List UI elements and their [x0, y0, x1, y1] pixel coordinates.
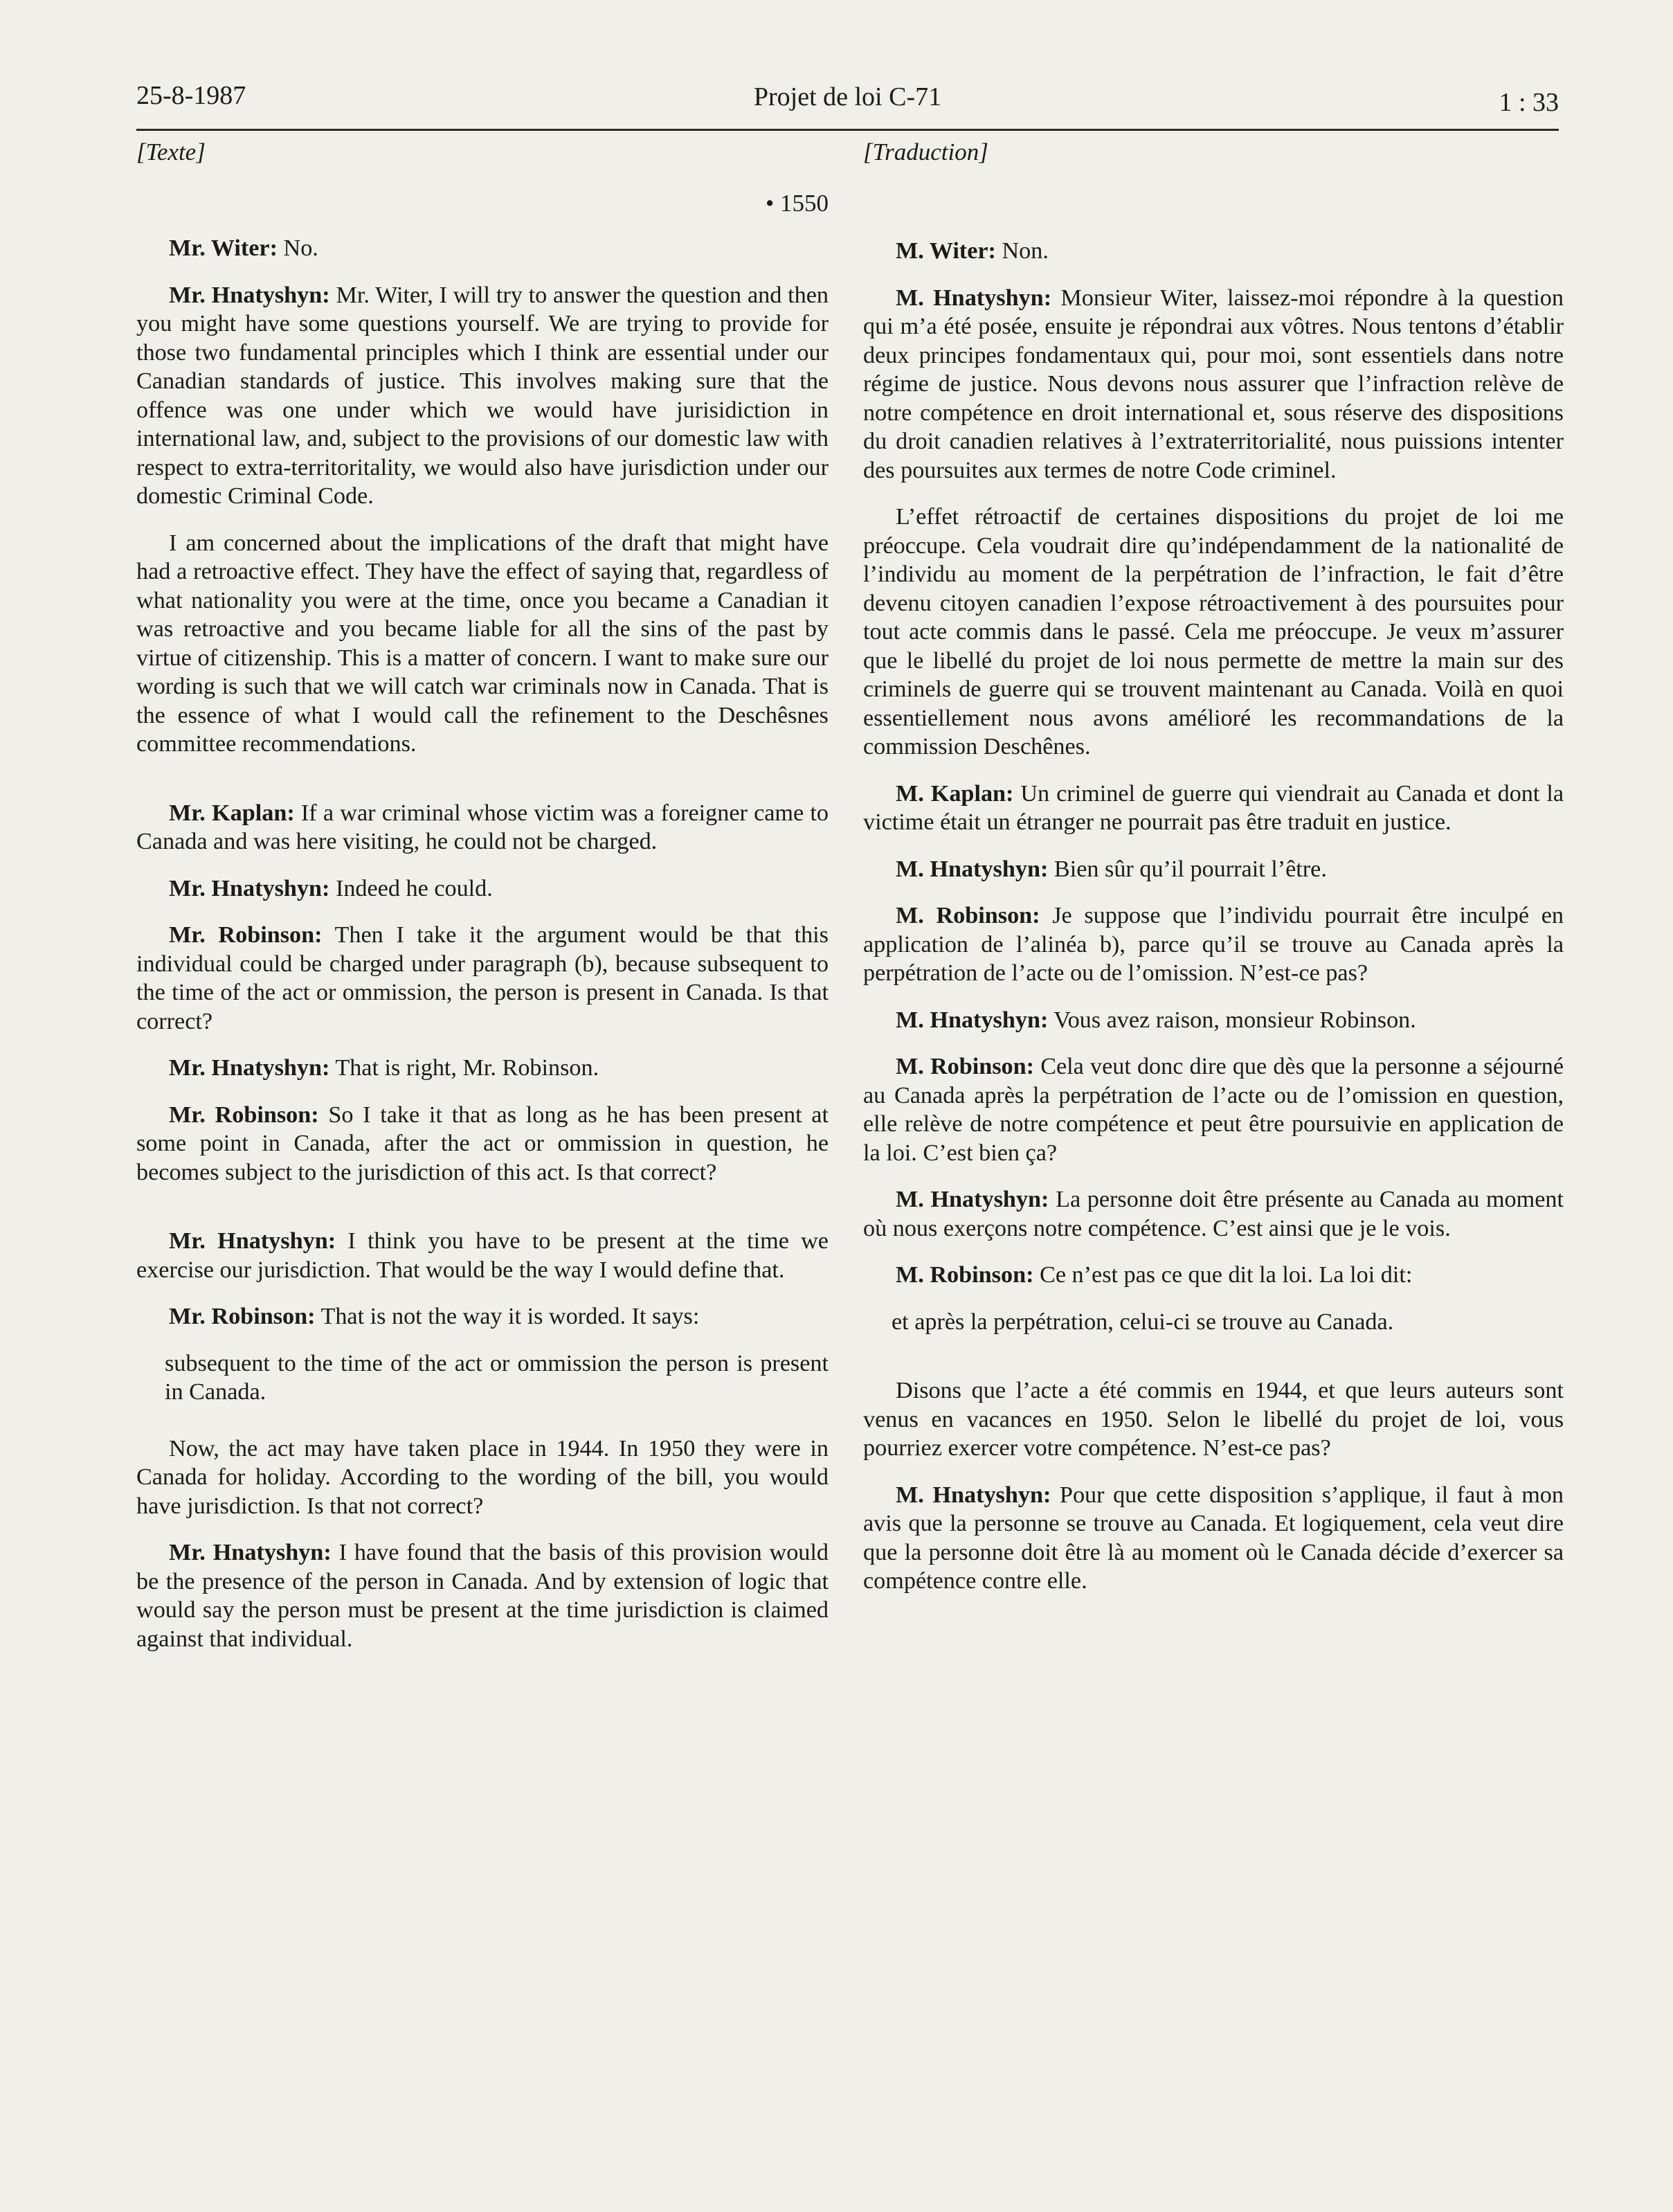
speaker: Mr. Hnatyshyn: [169, 875, 330, 901]
speaker: M. Hnatyshyn: [896, 1187, 1049, 1212]
speaker: Mr. Hnatyshyn: [169, 1540, 332, 1565]
paragraph [136, 1054, 829, 1083]
speaker: M. Robinson: [896, 1054, 1035, 1079]
french-column [863, 138, 1564, 1614]
paragraph [136, 799, 829, 856]
paragraph [863, 1185, 1564, 1243]
speaker: Mr. Robinson: [169, 922, 323, 948]
speaker: Mr. Witer: [169, 235, 278, 261]
speech: Cela veut donc dire que dès que la personne a séjourné au Canada après la perpétration de l’acte ou de l’omission en question, elle relève de notre compétence et peut être poursuivie en application de la loi. C’est bien ça? [863, 1054, 1564, 1166]
quoted-text [863, 1308, 1564, 1337]
speech: If a war criminal whose victim was a foreigner came to Canada and was here visiting, he could not be charged. [136, 800, 829, 854]
page-header [136, 73, 1559, 131]
speech: I think you have to be present at the time we exercise our jurisdiction. That would be the way I would define that. [136, 1228, 829, 1283]
paragraph [863, 1376, 1564, 1463]
speaker: M. Witer: [896, 238, 996, 264]
header-title: Projet de loi C-71 [753, 82, 942, 111]
quoted-text [136, 1349, 829, 1407]
paragraph [863, 855, 1564, 884]
speech: I am concerned about the implications of the draft that might have had a retroactive effect. They have the effect of saying that, regardless of what nationality you were at the time, once you became a Canadian it was retroactive and you became liable for all the sins of the past by virtue of citizenship. This is a matter of concern. I want to make sure our wording is such that we will catch war criminals now in Canada. That is the essence of what I would call the refinement to the Deschêsnes committee recommendations. [136, 530, 829, 757]
speech: et après la perpétration, celui-ci se trouve au Canada. [892, 1309, 1394, 1335]
speech: Disons que l’acte a été commis en 1944, et que leurs auteurs sont venus en vacances en 1950. Selon le libellé du projet de loi, vous pourriez exercer votre compétence. N’est-ce pas? [863, 1378, 1564, 1461]
speech: Pour que cette disposition s’applique, il faut à mon avis que la personne se trouve au Canada. Et logiquement, cela veut dire que la personne doit être là au moment où le Canada décide d’exercer sa compétence contre elle. [863, 1482, 1564, 1594]
speech: Un criminel de guerre qui viendrait au Canada et dont la victime était un étranger ne pourrait pas être traduit en justice. [863, 780, 1564, 835]
paragraph [863, 503, 1564, 762]
speech: That is not the way it is worded. It says: [315, 1304, 700, 1329]
paragraph [136, 921, 829, 1036]
speech: Now, the act may have taken place in 1944. In 1950 they were in Canada for holiday. According to the wording of the bill, you would have jurisdiction. Is that not correct? [136, 1435, 829, 1519]
speech: L’effet rétroactif de certaines dispositions du projet de loi me préoccupe. Cela voudrait dire qu’indépendamment de la nationalité de l’individu au moment de la perpétration de l’infraction, le fait d’être devenu citoyen canadien l’expose rétroactivement à des poursuites pour tout acte commis dans le passé. Cela me préoccupe. Je veux m’assurer que le libellé du projet de loi nous permette de mettre la main sur des criminels de guerre qui se trouvent maintenant au Canada. Voilà en quoi essentiellement nous avons amélioré les recommandations de la commission Deschênes. [863, 504, 1564, 759]
speaker: Mr. Hnatyshyn: [169, 282, 330, 308]
speaker: Mr. Hnatyshyn: [169, 1228, 336, 1254]
speech: Bien sûr qu’il pourrait l’être. [1048, 856, 1327, 882]
paragraph [863, 1052, 1564, 1167]
translation-tag: [Traduction] [863, 138, 988, 165]
paragraph [863, 901, 1564, 988]
speech: Ce n’est pas ce que dit la loi. La loi dit: [1033, 1262, 1413, 1288]
paragraph [863, 237, 1564, 266]
paragraph [863, 284, 1564, 485]
speech: Indeed he could. [329, 875, 493, 901]
english-column [136, 138, 829, 1671]
speaker: M. Robinson: [896, 1262, 1034, 1288]
speaker: M. Hnatyshyn: [896, 1007, 1049, 1033]
speech: Non. [995, 238, 1049, 264]
speaker: M. Hnatyshyn: [896, 856, 1049, 882]
speech: Mr. Witer, I will try to answer the question and then you might have some questions yourself. We are trying to provide for those two fundamental principles which I think are essential under our Canadian standards of justice. This involves making sure that the offence was one under which we would have jurisidiction in international law, and, subject to the provisions of our domestic law with respect to extra-territoritality, we would also have jurisdiction under our domestic Criminal Code. [136, 282, 829, 509]
paragraph [863, 1006, 1564, 1035]
paragraph [136, 234, 829, 263]
speech: I have found that the basis of this provision would be the presence of the person in Canada. And by extension of logic that would say the person must be present at the time jurisdiction is claimed against that individual. [136, 1540, 829, 1652]
speaker: Mr. Kaplan: [169, 800, 295, 826]
speaker: Mr. Hnatyshyn: [169, 1055, 330, 1081]
speaker: Mr. Robinson: [169, 1304, 316, 1329]
paragraph [863, 1481, 1564, 1596]
paragraph [136, 1538, 829, 1653]
speech: That is right, Mr. Robinson. [329, 1055, 599, 1081]
paragraph [136, 1227, 829, 1284]
paragraph [136, 874, 829, 903]
paragraph [136, 1101, 829, 1187]
time-marker: • 1550 [765, 190, 829, 217]
speech: No. [277, 235, 318, 261]
paragraph [863, 780, 1564, 837]
paragraph [136, 1302, 829, 1331]
paragraph [136, 1435, 829, 1521]
speech: Vous avez raison, monsieur Robinson. [1048, 1007, 1416, 1033]
speaker: M. Hnatyshyn: [896, 1482, 1051, 1508]
speech: So I take it that as long as he has been present at some point in Canada, after the act or ommission in question, he becomes subject to the jurisdiction of this act. Is that correct? [136, 1101, 829, 1185]
speaker: M. Hnatyshyn: [896, 285, 1052, 311]
paragraph [136, 529, 829, 759]
speech: Je suppose que l’individu pourrait être inculpé en application de l’alinéa b), parce qu’il se trouve au Canada après la perpétration de l’acte ou de l’omission. N’est-ce pas? [863, 903, 1564, 986]
speech: subsequent to the time of the act or ommission the person is present in Canada. [165, 1350, 829, 1405]
paragraph [136, 281, 829, 511]
time-spacer [863, 190, 1564, 222]
text-tag: [Texte] [136, 138, 206, 165]
speaker: M. Robinson: [896, 903, 1040, 928]
header-date: 25-8-1987 [136, 81, 246, 110]
paragraph [863, 1261, 1564, 1290]
speech: Then I take it the argument would be that this individual could be charged under paragraph (b), because subsequent to the time of the act or ommission, the person is present in Canada. Is that correct? [136, 922, 829, 1034]
speech: La personne doit être présente au Canada au moment où nous exerçons notre compétence. C’est ainsi que je le vois. [863, 1187, 1564, 1241]
speech: Monsieur Witer, laissez-moi répondre à la question qui m’a été posée, ensuite je répondrai aux vôtres. Nous tentons d’établir deux principes fondamentaux qui, pour moi, sont essentiels dans notre régime de justice. Nous devons nous assurer que l’infraction relève de notre compétence en droit international et, sous réserve des dispositions du droit canadien relatives à l’extraterritorialité, nous puissions intenter des poursuites aux termes de notre Code criminel. [863, 285, 1564, 483]
header-page-number: 1 : 33 [1499, 88, 1559, 117]
speaker: Mr. Robinson: [169, 1101, 319, 1128]
speaker: M. Kaplan: [896, 780, 1014, 807]
